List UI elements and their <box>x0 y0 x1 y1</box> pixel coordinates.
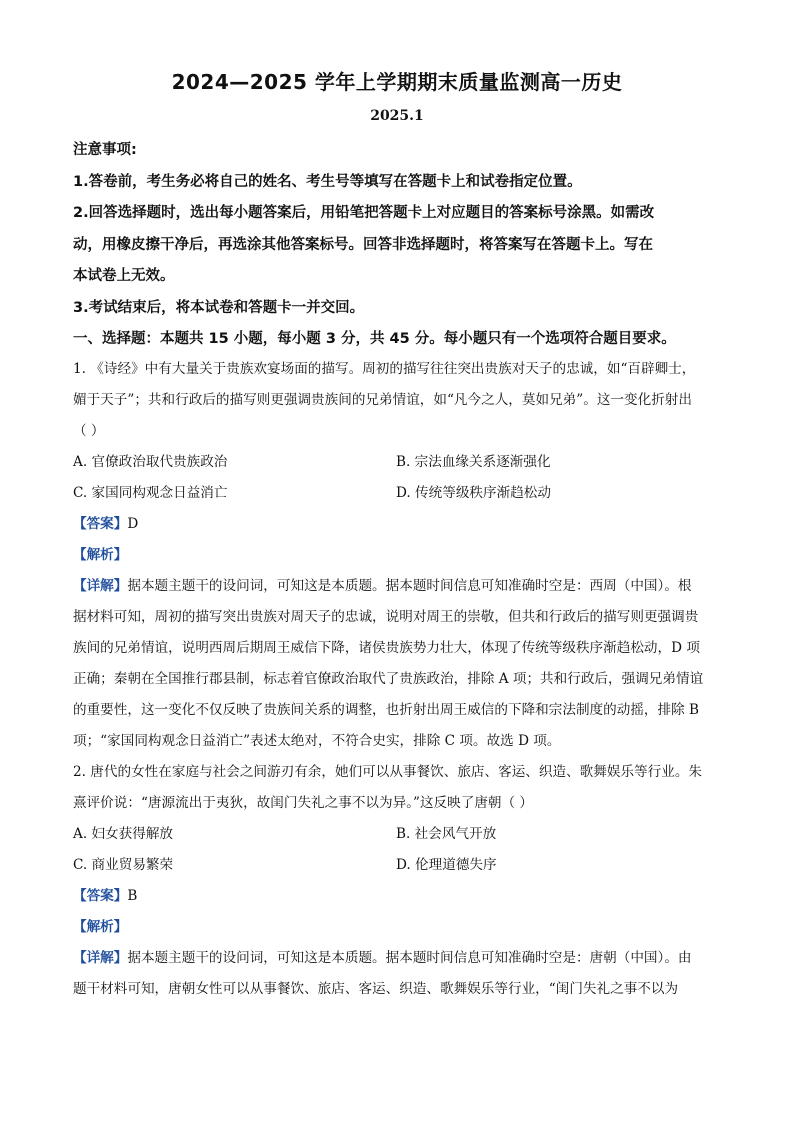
notice-item: 2.回答选择题时，选出每小题答案后，用铅笔把答题卡上对应题目的答案标号涂黑。如需改 <box>73 205 655 221</box>
page-title: 2024—2025 学年上学期期末质量监测高一历史 <box>171 70 623 94</box>
notice-item: 1.答卷前，考生务必将自己的姓名、考生号等填写在答题卡上和试卷指定位置。 <box>73 173 582 190</box>
analysis-line <box>73 912 723 943</box>
detail-line <box>73 943 723 974</box>
question-text: 2. 唐代的女性在家庭与社会之间游刃有余，她们可以从事餐饮、旅店、客运、织造、歌舞娱乐等行业。朱 <box>73 764 703 780</box>
detail-text: 据本题主题干的设问词，可知这是本质题。据本题时间信息可知准确时空是：唐朝（中国）。由 <box>127 950 692 966</box>
notice-heading: 注意事项: <box>73 142 137 158</box>
detail-text: 据材料可知，周初的描写突出贵族对周天子的忠诚，说明对周王的崇敬，但共和行政后的描写则更强调贵 <box>73 609 699 625</box>
option-row <box>73 850 723 881</box>
notice-item: 动，用橡皮擦干净后，再选涂其他答案标号。回答非选择题时，将答案写在答题卡上。写在 <box>73 236 653 253</box>
option-c: C. 家国同构观念日益消亡 <box>73 485 228 501</box>
question-text: 媚于天子”；共和行政后的描写则更强调贵族间的兄弟情谊，如“凡今之人，莫如兄弟”。这一变化折射出 <box>73 392 692 408</box>
answer-tag: 【答案】 <box>73 888 128 904</box>
detail-tag: 【详解】 <box>73 578 128 594</box>
option-b: B. 社会风气开放 <box>396 826 497 842</box>
question-1 <box>73 354 723 757</box>
notice-item: 3.考试结束后，将本试卷和答题卡一并交回。 <box>73 299 365 316</box>
notice-section <box>73 135 723 356</box>
option-a: A. 妇女获得解放 <box>73 826 174 842</box>
option-row <box>73 478 723 509</box>
answer-line <box>73 509 723 540</box>
answer-tag: 【答案】 <box>73 516 128 532</box>
option-b: B. 宗法血缘关系逐渐强化 <box>396 454 551 470</box>
question-text: 熹评价说：“唐源流出于夷狄，故闺门失礼之事不以为异。”这反映了唐朝（ ） <box>73 795 534 811</box>
analysis-tag: 【解析】 <box>73 919 128 935</box>
detail-text: 的重要性，这一变化不仅反映了贵族间关系的调整，也折射出周王威信的下降和宗法制度的动摇，排除 B <box>73 702 700 718</box>
detail-text: 据本题主题干的设问词，可知这是本质题。据本题时间信息可知准确时空是：西周（中国）。根 <box>127 578 692 594</box>
notice-item: 本试卷上无效。 <box>73 268 175 284</box>
section-heading: 一、选择题：本题共 15 小题，每小题 3 分，共 45 分。每小题只有一个选项符合题目要求。 <box>73 331 676 347</box>
detail-text: 族间的兄弟情谊，说明西周后期周王威信下降，诸侯贵族势力壮大，体现了传统等级秩序渐趋松动，D 项 <box>73 640 700 656</box>
answer-value: B <box>127 888 138 904</box>
exam-date: 2025.1 <box>370 108 424 124</box>
question-2 <box>73 757 723 1005</box>
option-row <box>73 447 723 478</box>
question-text: （ ） <box>73 423 105 439</box>
detail-text: 正确；秦朝在全国推行郡县制，标志着官僚政治取代了贵族政治，排除 A 项；共和行政后，强调兄弟情谊 <box>73 671 704 687</box>
detail-text: 项；“家国同构观念日益消亡”表述太绝对，不符合史实，排除 C 项。故选 D 项。 <box>73 733 561 749</box>
analysis-line <box>73 540 723 571</box>
option-d: D. 伦理道德失序 <box>396 857 497 873</box>
answer-value: D <box>127 516 139 532</box>
question-text: 1. 《诗经》中有大量关于贵族欢宴场面的描写。周初的描写往往突出贵族对天子的忠诚，如“百辟卿士， <box>73 361 696 377</box>
analysis-tag: 【解析】 <box>73 547 128 563</box>
answer-line <box>73 881 723 912</box>
option-row <box>73 819 723 850</box>
detail-tag: 【详解】 <box>73 950 128 966</box>
option-c: C. 商业贸易繁荣 <box>73 857 174 873</box>
option-d: D. 传统等级秩序渐趋松动 <box>396 485 551 501</box>
detail-text: 题干材料可知，唐朝女性可以从事餐饮、旅店、客运、织造、歌舞娱乐等行业，“闺门失礼之事不以为 <box>73 981 679 997</box>
option-a: A. 官僚政治取代贵族政治 <box>73 454 228 470</box>
detail-line <box>73 571 723 602</box>
